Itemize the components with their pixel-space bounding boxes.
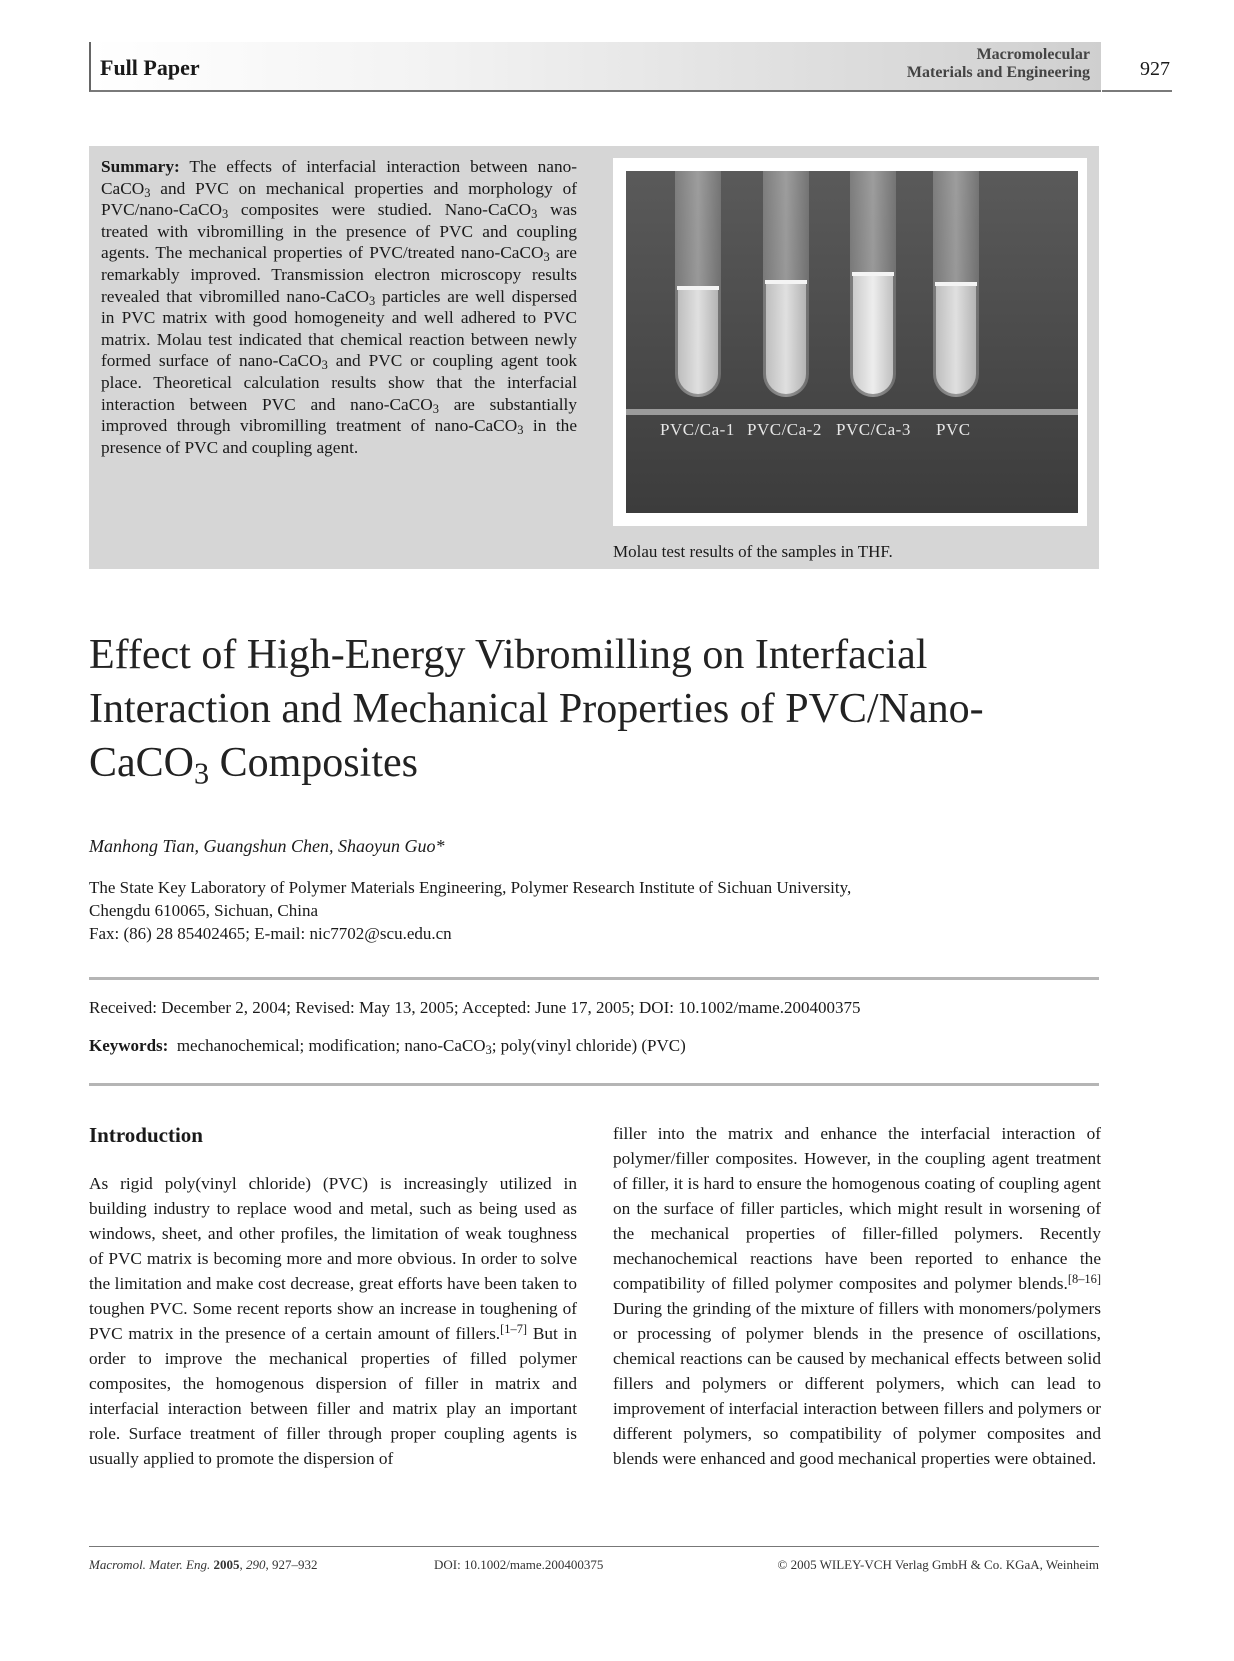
article-title: Effect of High-Energy Vibromilling on Interfacial Interaction and Mechanical Properties of PVC/Nano-CaCO$_3$ Composites xyxy=(89,632,984,791)
divider xyxy=(89,977,1099,980)
footer-rule xyxy=(89,1546,1099,1547)
keywords xyxy=(89,1036,686,1056)
summary-label: Summary: xyxy=(101,157,180,176)
test-tube xyxy=(675,171,721,397)
affiliation-line-1: The State Key Laboratory of Polymer Materials Engineering, Polymer Research Institute of Sichuan University, xyxy=(89,878,852,897)
journal-name-line-1: Macromolecular xyxy=(976,46,1090,63)
keywords-label: Keywords: xyxy=(89,1036,169,1055)
tube-label: PVC/Ca-3 xyxy=(836,420,911,439)
authors: Manhong Tian, Guangshun Chen, Shaoyun Guo* xyxy=(89,836,445,856)
journal-name-line-2: Materials and Engineering xyxy=(906,64,1090,81)
footer-copyright: © 2005 WILEY-VCH Verlag GmbH & Co. KGaA, Weinheim xyxy=(777,1557,1099,1572)
figure-caption: Molau test results of the samples in THF. xyxy=(613,542,893,561)
tube-label: PVC/Ca-2 xyxy=(747,420,822,439)
test-tubes-illustration xyxy=(626,171,1078,513)
summary-body: The effects of interfacial interaction between nano-CaCO$_3$ and PVC on mechanical properties and morphology of PVC/nano-CaCO$_3$ composites were studied. Nano-CaCO$_3$ was treated with vibromilling in the presence of PVC and coupling agents. The mechanical properties of PVC/treated nano-CaCO$_3$ are remarkably improved. Transmission electron microscopy results revealed that vibromilled nano-CaCO$_3$ particles are well dispersed in PVC matrix with good homogeneity and well adhered to PVC matrix. Molau test indicated that chemical reaction between newly formed surface of nano-CaCO$_3$ and PVC or coupling agent took place. Theoretical calculation results show that the interfacial interaction between PVC and nano-CaCO$_3$ are substantially improved through vibromilling treatment of nano-CaCO$_3$ in the presence of PVC and coupling agent. xyxy=(101,157,578,457)
divider xyxy=(89,1083,1099,1086)
page-number: 927 xyxy=(1140,58,1170,80)
section-heading: Introduction xyxy=(89,1123,203,1147)
affiliation-line-3: Fax: (86) 28 85402465; E-mail: nic7702@scu.edu.cn xyxy=(89,924,452,943)
test-tube xyxy=(933,171,979,397)
body-column-right: filler into the matrix and enhance the interfacial interaction of polymer/filler composites. However, in the coupling agent treatment of filler, it is hard to ensure the homogenous coating of coupling agent on the surface of filler particles, which might result in worsening of the mechanical properties of filler-filled polymers. Recently mechanochemical reactions have been reported to enhance the compatibility of filled polymer composites and polymer blends.[8–16] During the grinding of the mixture of fillers with monomers/polymers or processing of polymer blends in the presence of oscillations, chemical reactions can be caused by mechanical effects between solid fillers and polymers or different polymers, which can lead to improvement of interfacial interaction between fillers and polymers or different polymers, so compatibility of polymer composites and blends were enhanced and good mechanical properties were obtained. xyxy=(613,1124,1101,1468)
affiliation xyxy=(89,876,1099,945)
test-tube xyxy=(850,171,896,397)
body-column-left: As rigid poly(vinyl chloride) (PVC) is increasingly utilized in building industry to replace wood and metal, such as being used as windows, sheet, and other profiles, the limitation of weak toughness of PVC matrix is becoming more and more obvious. In order to solve the limitation and make cost decrease, great efforts have been taken to toughen PVC. Some recent reports show an increase in toughening of PVC matrix in the presence of a certain amount of fillers.[1–7] But in order to improve the mechanical properties of filled polymer composites, the homogenous dispersion of filler in matrix and interfacial interaction between filler and matrix play an important role. Surface treatment of filler through proper coupling agents is usually applied to promote the dispersion of xyxy=(89,1174,577,1468)
molau-test-photo xyxy=(626,171,1078,513)
footer-doi: DOI: 10.1002/mame.200400375 xyxy=(434,1557,604,1572)
footer-citation: Macromol. Mater. Eng. 2005, 290, 927–932 xyxy=(89,1557,318,1572)
keywords-list: mechanochemical; modification; nano-CaCO$_3$; poly(vinyl chloride) (PVC) xyxy=(176,1036,686,1058)
header-rule xyxy=(1102,90,1172,92)
journal-name xyxy=(860,46,1090,82)
summary-text xyxy=(101,156,577,458)
article-dates: Received: December 2, 2004; Revised: May 13, 2005; Accepted: June 17, 2005; DOI: 10.1002/mame.200400375 xyxy=(89,998,861,1017)
tube-label: PVC/Ca-1 xyxy=(660,420,735,439)
tube-label: PVC xyxy=(936,420,971,439)
test-tube xyxy=(763,171,809,397)
affiliation-line-2: Chengdu 610065, Sichuan, China xyxy=(89,901,319,920)
section-label: Full Paper xyxy=(100,55,200,80)
